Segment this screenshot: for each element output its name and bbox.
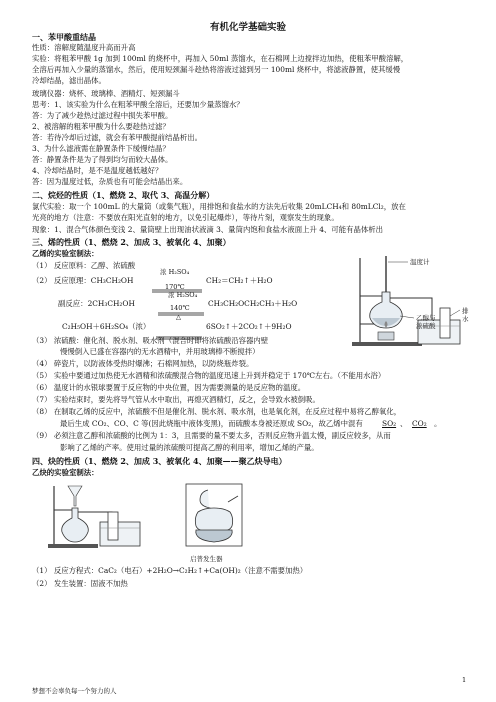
section-3-heading: 三、烯的性质（1、燃烧 2、加成 3、被氧化 4、加聚） xyxy=(32,237,231,247)
fig-label-thermometer: 温度计 xyxy=(410,258,430,266)
s1-question-4: 4、冷却结晶时，是不是温度越低越好？ xyxy=(32,166,163,175)
s3-item-2-product: CH₂＝CH₂↑＋H₂O xyxy=(206,276,273,285)
s1-answer-4: 答：因为温度过低，杂质也有可能会结晶出来。 xyxy=(32,177,188,186)
s3-oxidation-left: C₂H₅OH＋6H₂SO₄（浓） xyxy=(62,322,151,331)
s3-side-product: CH₃CH₂OCH₂CH₃＋H₂O xyxy=(208,299,298,308)
section-4-heading: 四、炔的性质（1、燃烧 2、加成 3、被氧化 4、加聚——聚乙炔导电） xyxy=(32,456,287,466)
s3-side-reaction: 副反应：2CH₃CH₂OH xyxy=(58,299,135,308)
fig-label-bottle-2: 水 xyxy=(462,315,469,323)
s2-phenomena: 现象：1、混合气体颜色变浅 2、量筒壁上出现油状液滴 3、量筒内饱和食盐水液面上升 4、可能有晶体析出 xyxy=(32,225,384,234)
fig-caption-kipp: 启普发生器 xyxy=(190,555,223,563)
s3-reaction-arrow-1 xyxy=(152,278,202,281)
s1-answer-1: 答：为了减少趁热过滤过程中损失苯甲酸。 xyxy=(32,111,173,120)
fig-label-ethanol: 乙醇与 xyxy=(416,314,436,322)
s1-question-1: 思考：1、该实验为什么在粗苯甲酸全溶后，还要加少量蒸馏水？ xyxy=(32,100,244,109)
s3-item-2-condition-bottom: 170℃ xyxy=(165,283,185,291)
s3-oxidation-product: 6SO₂↑＋2CO₂↑＋9H₂O xyxy=(206,322,292,331)
s3-item-6: （6） 温度计的水银球要置于反应物的中央位置，因为需要测量的是反应物的温度。 xyxy=(32,383,306,392)
s3-blank-sep: 、 xyxy=(400,419,408,428)
s1-property: 性质：溶解度随温度升高而升高 xyxy=(32,43,136,52)
s3-item-9-line-2: 影响了乙烯的产率。使用过量的浓硫酸可提高乙醇的利用率，增加乙烯的产量。 xyxy=(60,443,319,452)
s3-reaction-arrow-3 xyxy=(156,325,202,328)
s3-item-8-line-1: （8） 在制取乙烯的反应中，浓硫酸不但是催化剂、脱水剂、吸水剂，也是氧化剂，在反应过程中易将乙醇氧化， xyxy=(32,407,402,416)
s4-item-1: （1） 反应方程式：CaC₂（电石）+2H₂O→C₂H₂↑+Ca(OH)₂（注意不需要加热） xyxy=(32,566,308,575)
s4-item-2: （2） 发生装置：固液不加热 xyxy=(32,579,128,588)
s3-subheading: 乙烯的实验室制法： xyxy=(32,249,99,258)
s1-glassware: 玻璃仪器：烧杯、玻璃棒、酒精灯、短颈漏斗 xyxy=(32,89,180,98)
s1-experiment-line-2: 全溶后再加入少量的蒸馏水，然后，使用短颈漏斗趁热将溶液过滤到另一 100ml 烧杯中，将滤液静置，使其缓慢 xyxy=(32,65,401,74)
s2-chlorination-line-2: 光亮的地方（注意：不要放在阳光直射的地方，以免引起爆炸），等待片刻，观察发生的现象。 xyxy=(32,213,339,222)
s3-side-condition-top: 浓 H₂SO₄ xyxy=(168,291,198,299)
s3-item-5: （5） 实验中要通过加热使无水酒精和浓硫酸混合物的温度迅速上升到并稳定于 170℃左右。（不能用水浴） xyxy=(32,371,386,380)
s1-question-3: 3、为什么滤液需在静置条件下缓慢结晶？ xyxy=(32,144,170,153)
s3-item-9-line-1: （9） 必须注意乙醇和浓硫酸的比例为 1：3，且需要的量不要太多，否则反应物升温太慢，副反应较多，从而 xyxy=(32,431,391,440)
s1-answer-2: 答：若待冷却后过滤，就会有苯甲酸提前结晶析出。 xyxy=(32,133,202,142)
s3-oxidation-condition: △ xyxy=(176,313,181,321)
s3-side-condition-bottom: 140℃ xyxy=(170,304,190,312)
s3-blank-so2: SO₂ xyxy=(382,419,397,428)
s2-chlorination-line-1: 氯代实验：取一个 100mL 的大量筒（或集气瓶），用排饱和食盐水的方法先后收集 20mLCH₄和 80mLCl₂，放在 xyxy=(32,202,406,211)
s3-item-2-condition-top: 浓 H₂SO₄ xyxy=(160,268,190,276)
s3-item-4: （4） 碎瓷片，以防液体受热时爆沸；石棉网加热，以防烧瓶炸裂。 xyxy=(32,359,254,368)
s3-item-7: （7） 实验结束时，要先将导气管从水中取出，再熄灭酒精灯，反之，会导致水被倒吸。 xyxy=(32,395,320,404)
acetylene-setup-figure-1 xyxy=(48,482,164,550)
s3-item-8-line-2: 最后生成 CO₂、CO、C 等(因此烧瓶中液体变黑)，而硫酸本身被还原成 SO₂，故乙烯中混有 xyxy=(60,419,363,428)
fig-label-bottle-1: 排 xyxy=(462,307,469,315)
s1-experiment-line-1: 实验：将粗苯甲酸 1g 加到 100ml 的烧杯中，再加入 50ml 蒸馏水，在石棉网上边搅拌边加热，使粗苯甲酸溶解， xyxy=(32,54,409,63)
s3-item-3-line-1: （3） 浓硫酸：催化剂、脱水剂、吸水剂（混合时即将浓硫酸沿容器内壁 xyxy=(32,336,269,345)
page-title: 有机化学基础实验 xyxy=(209,22,286,33)
s1-question-2: 2、被溶解的粗苯甲酸为什么要趁热过滤？ xyxy=(32,122,170,131)
s1-experiment-line-3: 冷却结晶，滤出晶体。 xyxy=(32,76,106,85)
footer-motto: 梦想不会辜负每一个努力的人 xyxy=(32,687,117,695)
s3-item-1: （1） 反应原料：乙醇、浓硫酸 xyxy=(32,261,136,270)
s4-subheading: 乙炔的实验室制法： xyxy=(32,468,99,477)
s3-item-2-reactant: （2） 反应原理：CH₃CH₂OH xyxy=(32,276,134,285)
section-2-heading: 二、烷烃的性质（1、燃烧 2、取代 3、高温分解） xyxy=(32,190,215,200)
page-number: 1 xyxy=(462,676,467,684)
s3-blank-end: 。 xyxy=(434,419,442,428)
fig-label-h2so4: 浓硫酸 xyxy=(416,322,436,330)
s3-blank-co2: CO₂ xyxy=(412,419,427,428)
s1-answer-3: 答：静置条件是为了得到均匀而较大晶体。 xyxy=(32,155,173,164)
kipp-generator-figure xyxy=(184,482,244,550)
s3-item-3-line-2: 慢慢倒入已盛在容器内的无水酒精中，并用玻璃棒不断搅拌） xyxy=(60,347,260,356)
section-1-heading: 一、苯甲酸重结晶 xyxy=(32,32,96,42)
